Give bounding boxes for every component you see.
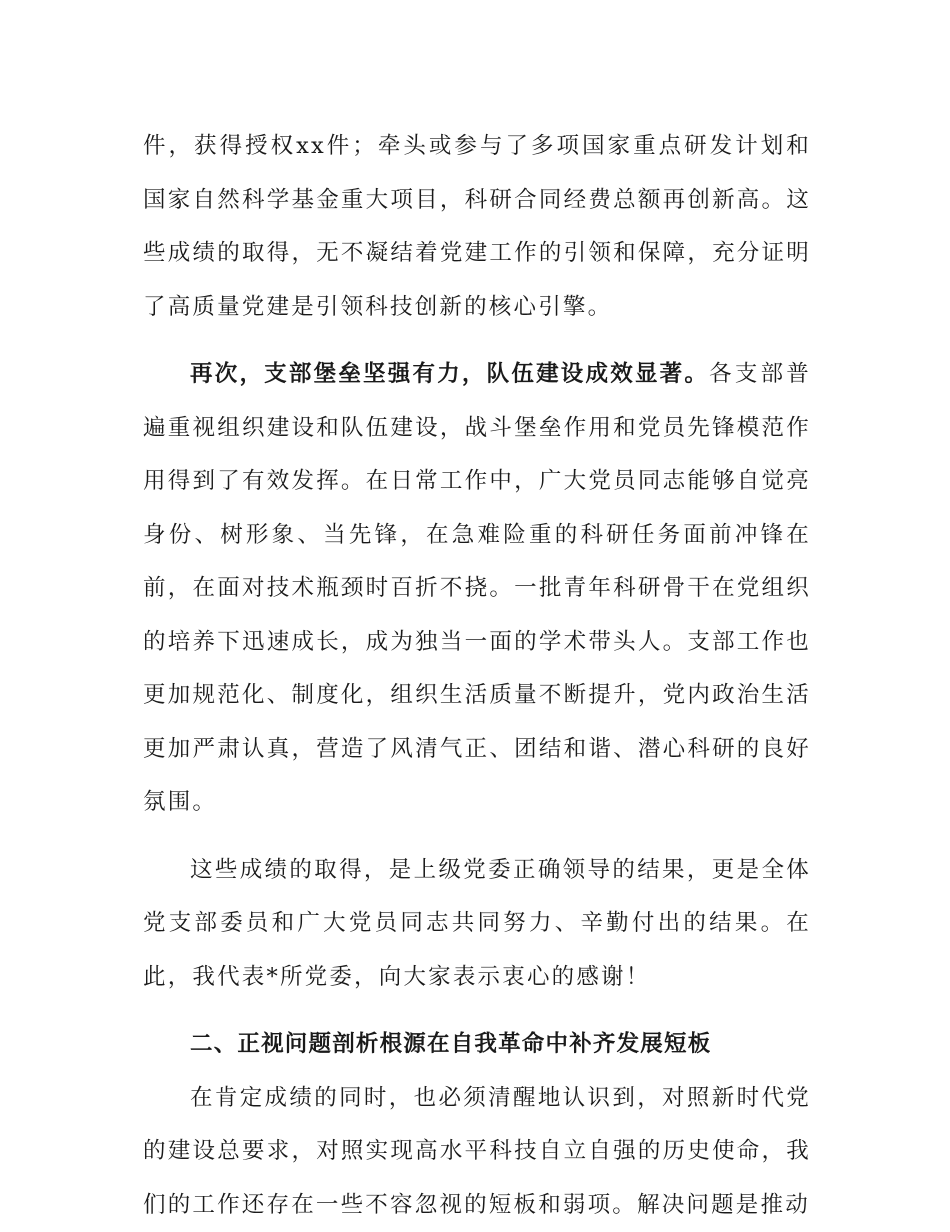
paragraph-text: 各支部普遍重视组织建设和队伍建设，战斗堡垒作用和党员先锋模范作用得到了有效发挥。在日常工作中，广大党员同志能够自觉亮身份、树形象、当先锋，在急难险重的科研任务面前冲锋在前，在面对技术瓶颈时百折不挠。一批青年科研骨干在党组织的培养下迅速成长，成为独当一面的学术带头人。支部工作也更加规范化、制度化，组织生活质量不断提升，党内政治生活更加严肃认真，营造了风清气正、团结和谐、潜心科研的良好氛围。	[143, 361, 811, 815]
paragraph-branch-strength	[143, 348, 811, 830]
paragraph-problems-intro: 在肯定成绩的同时，也必须清醒地认识到，对照新时代党的建设总要求，对照实现高水平科技自立自强的历史使命，我们的工作还存在一些不容忽视的短板和弱项。解决问题是推动	[143, 1072, 811, 1232]
document-body	[143, 120, 811, 1232]
paragraph-achievements-continued	[143, 120, 811, 334]
paragraph-text: 这些成绩的取得，是上级党委正确领导的结果，更是全体党支部委员和广大党员同志共同努力、辛勤付出的结果。在此，我代表*所党委，向大家表示衷心的感谢！	[143, 857, 811, 990]
paragraph-acknowledgement	[143, 844, 811, 1005]
section-heading: 二、正视问题剖析根源在自我革命中补齐发展短板	[143, 1018, 811, 1072]
paragraph-lead-sentence: 再次，支部堡垒坚强有力，队伍建设成效显著。	[190, 361, 709, 387]
paragraph-text: 件，获得授权xx件；牵头或参与了多项国家重点研发计划和国家自然科学基金重大项目，科研合同经费总额再创新高。这些成绩的取得，无不凝结着党建工作的引领和保障，充分证明了高质量党建是引领科技创新的核心引擎。	[143, 133, 811, 320]
